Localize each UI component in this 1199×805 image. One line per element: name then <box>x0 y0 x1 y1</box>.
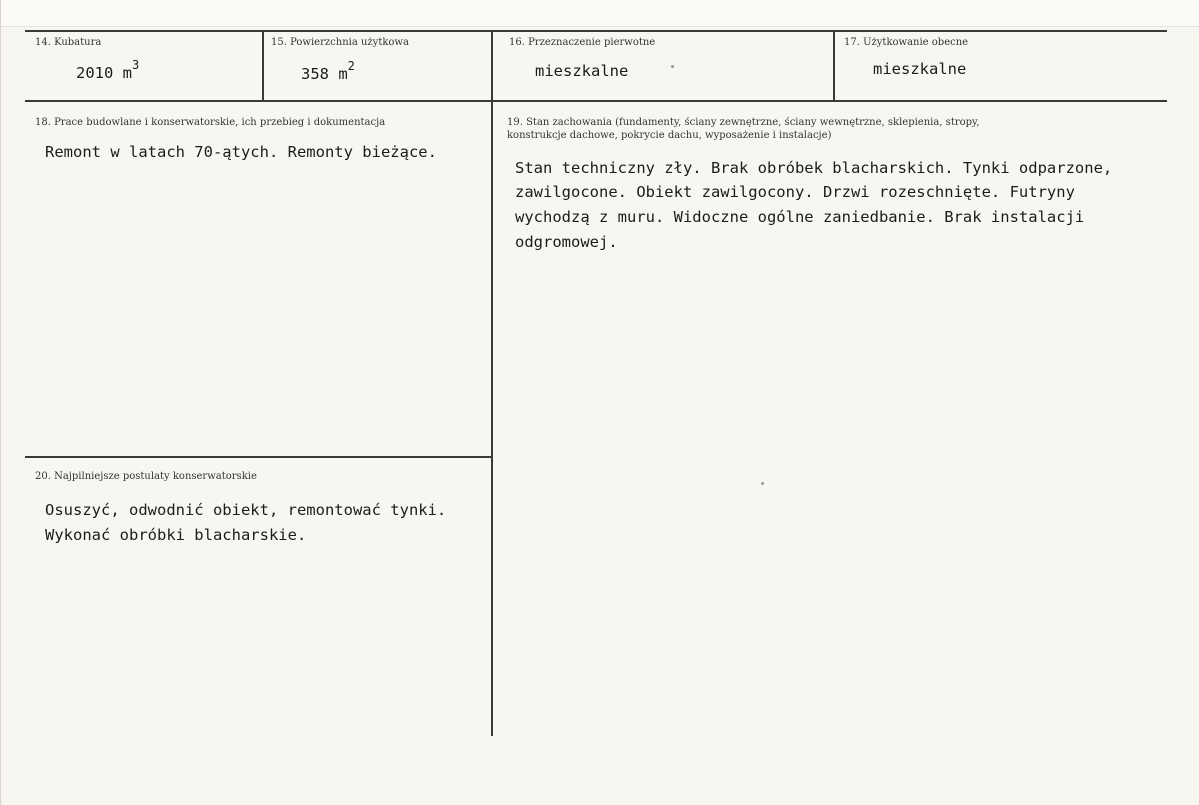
stan-line-1: Stan techniczny zły. Brak obróbek blacharskich. Tynki odparzone, <box>515 159 1113 177</box>
postulaty-line-1: Osuszyć, odwodnić obiekt, remontować tynki. <box>45 501 447 519</box>
prace-label: 18. Prace budowlane i konserwatorskie, ich przebieg i dokumentacja <box>35 117 386 128</box>
row1-divider-2 <box>491 30 493 100</box>
postulaty-line-2: Wykonać obróbki blacharskie. <box>45 526 307 544</box>
top-paper-strip <box>1 0 1199 27</box>
stan-label-line2: konstrukcje dachowe, pokrycie dachu, wyposażenie i instalacje) <box>507 130 832 141</box>
powierzchnia-value: 358 $m^2$ <box>301 59 355 84</box>
kubatura-exponent: 3 <box>132 58 140 72</box>
powierzchnia-label: 15. Powierzchnia użytkowa <box>271 37 409 48</box>
stan-line-2: zawilgocone. Obiekt zawilgocony. Drzwi rozeschnięte. Futryny <box>515 183 1075 201</box>
prace-text: Remont w latach 70-ątych. Remonty bieżące. <box>45 143 437 161</box>
row1-divider-3 <box>833 30 835 100</box>
stan-line-4: odgromowej. <box>515 233 618 251</box>
row1-top-rule <box>25 30 1167 32</box>
kubatura-label: 14. Kubatura <box>35 37 102 48</box>
row1-bottom-rule <box>25 100 1167 102</box>
section20-top-rule <box>25 456 491 458</box>
paper-speck <box>761 482 764 485</box>
przeznaczenie-label: 16. Przeznaczenie pierwotne <box>509 37 656 48</box>
stan-line-3: wychodzą z muru. Widoczne ogólne zaniedbanie. Brak instalacji <box>515 208 1085 226</box>
main-vertical-divider <box>491 100 493 736</box>
row1-divider-1 <box>262 30 264 100</box>
stan-label-line1: 19. Stan zachowania (fundamenty, ściany zewnętrzne, ściany wewnętrzne, sklepienia, stropy, <box>507 117 980 128</box>
kubatura-value: 2010 $m^3$ <box>76 58 140 83</box>
powierzchnia-exponent: 2 <box>347 59 355 73</box>
przeznaczenie-value: mieszkalne <box>535 62 629 80</box>
uzytkowanie-value: mieszkalne <box>873 60 967 78</box>
uzytkowanie-label: 17. Użytkowanie obecne <box>844 37 969 48</box>
paper-speck <box>671 65 674 68</box>
postulaty-label: 20. Najpilniejsze postulaty konserwatorskie <box>35 471 257 482</box>
